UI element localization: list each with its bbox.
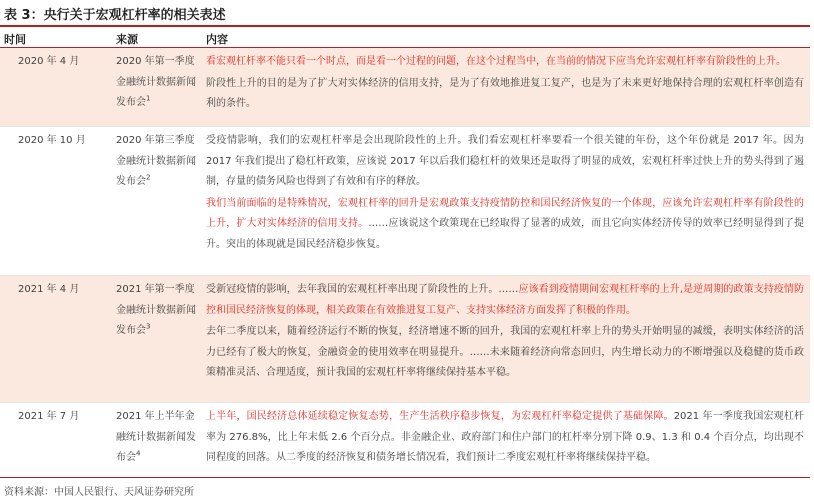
footnote-marker: 2 xyxy=(146,173,151,182)
footnote-marker: 3 xyxy=(146,322,151,331)
table-title: 表 3：央行关于宏观杠杆率的相关表述 xyxy=(4,8,226,23)
footnote-marker: 1 xyxy=(146,94,151,103)
row-time: 2020 年 10 月 xyxy=(18,135,86,146)
highlight-text: 应该看到疫情期间宏观杠杆率的上升,是逆周期的政策支持疫情防控和国民经济恢复的体现，相关政策在有效推进复工复产、支持实体经济方面发挥了积极的作用。 xyxy=(206,284,804,316)
row-content xyxy=(206,407,804,469)
highlight-text: 看宏观杠杆率不能只看一个时点，而是看一个过程的问题，在这个过程当中，在当前的情况下应当允许宏观杠杆率有阶段性的上升。 xyxy=(206,56,786,67)
header-time: 时间 xyxy=(4,33,26,46)
row-time: 2021 年 4 月 xyxy=(18,284,80,295)
bottom-rule xyxy=(0,477,810,478)
row-source: 2021 年上半年金融统计数据新闻发布会$^4$ xyxy=(116,411,196,463)
table-row xyxy=(0,403,810,477)
top-rule xyxy=(0,25,810,27)
header-source: 来源 xyxy=(116,33,138,46)
highlight-text: 我们当前面临的是特殊情况，宏观杠杆率的回升是宏观政策支持疫情防控和国民经济恢复的一个体现，应该允许宏观杠杆率有阶段性的上升，扩大对实体经济的信用支持。 xyxy=(206,197,804,229)
row-content xyxy=(206,280,804,384)
row-source: 2020 年第三季度金融统计数据新闻发布会$^2$ xyxy=(116,135,196,187)
content-paragraph: 上半年，国民经济总体延续稳定恢复态势，生产生活秩序稳步恢复，为宏观杠杆率稳定提供了基础保障。2021 年一季度我国宏观杠杆率为 276.8%，比上年末低 2.6 个百分点。非金融企业、政府部门和住户部门的杠杆率分别下降 0.9、1.3 和 0.4 个百分点，均出现不同程度的回落。从二季度的经济恢复和债务增长情况看，我们预计二季度宏观杠杆率将继续保持平稳。 xyxy=(206,411,804,463)
row-time: 2021 年 7 月 xyxy=(18,411,80,422)
row-time: 2020 年 4 月 xyxy=(18,56,80,67)
row-content xyxy=(206,52,804,115)
content-paragraph: 受疫情影响，我们的宏观杠杆率是会出现阶段性的上升。我们看宏观杠杆率要看一个很关键的年份，这个年份就是 2017 年。因为 2017 年我们提出了稳杠杆政策，应该说 2017 年以后我们稳杠杆的效果还是取得了明显的成效，宏观杠杆率过快上升的势头得到了遏制，存量的债务风险也得到了有效和有序的释放。 xyxy=(206,135,804,187)
header-content: 内容 xyxy=(206,33,228,46)
table-row xyxy=(0,276,810,403)
source-note: 资料来源：中国人民银行、天风证券研究所 xyxy=(4,487,194,498)
table-row xyxy=(0,48,810,127)
highlight-text: 上半年，国民经济总体延续稳定恢复态势，生产生活秩序稳步恢复，为宏观杠杆率稳定提供了基础保障。 xyxy=(206,411,674,422)
content-paragraph: 阶段性上升的目的是为了扩大对实体经济的信用支持，是为了有效地推进复工复产，也是为了未来更好地保持合理的宏观杠杆率创造有利的条件。 xyxy=(206,77,804,109)
content-paragraph: 去年二季度以来，随着经济运行不断的恢复，经济增速不断的回升，我国的宏观杠杆率上升的势头开始明显的减缓，表明实体经济的活力已经有了极大的恢复，金融资金的使用效率在明显提升。……未来随着经济向常态回归，内生增长动力的不断增强以及稳健的货币政策精准灵活、合理适度，预计我国的宏观杠杆率将继续保持基本平稳。 xyxy=(206,326,804,378)
table-row xyxy=(0,127,810,276)
row-content xyxy=(206,131,804,255)
footnote-marker: 4 xyxy=(136,449,141,458)
row-source: 2020 年第一季度金融统计数据新闻发布会$^1$ xyxy=(116,56,196,108)
row-source: 2021 年第一季度金融统计数据新闻发布会$^3$ xyxy=(116,284,196,336)
content-paragraph: 受新冠疫情的影响，去年我国的宏观杠杆率出现了阶段性的上升。……应该看到疫情期间宏观杠杆率的上升,是逆周期的政策支持疫情防控和国民经济恢复的体现，相关政策在有效推进复工复产、支持实体经济方面发挥了积极的作用。 xyxy=(206,284,804,316)
content-paragraph: 我们当前面临的是特殊情况，宏观杠杆率的回升是宏观政策支持疫情防控和国民经济恢复的一个体现，应该允许宏观杠杆率有阶段性的上升，扩大对实体经济的信用支持。……应该说这个政策现在已经取得了显著的成效，而且它向实体经济传导的效率已经明显得到了提升。突出的体现就是国民经济稳步恢复。 xyxy=(206,197,805,250)
